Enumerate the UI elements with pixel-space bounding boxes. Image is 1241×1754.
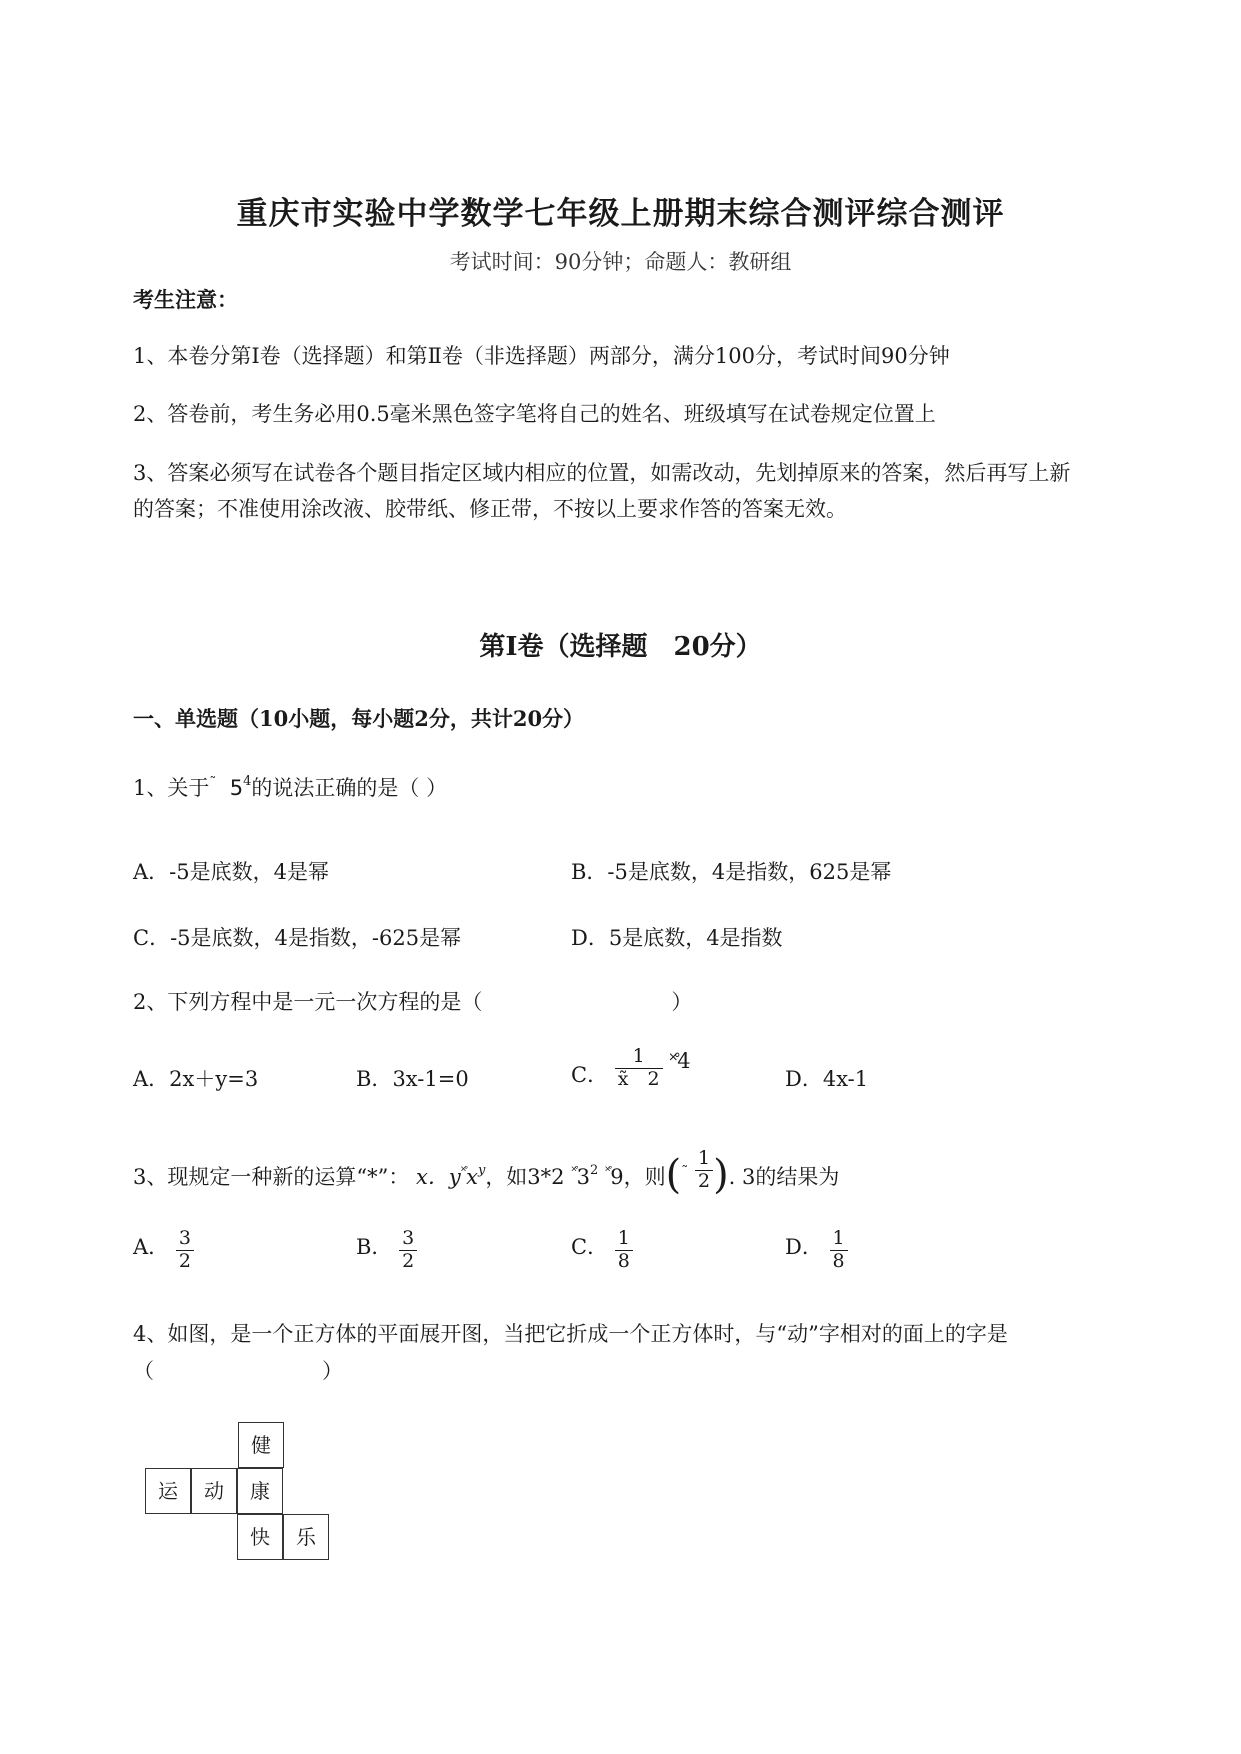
q3-expr1-sup: y: [477, 1163, 486, 1178]
q3-option-a-denominator: 2: [178, 1249, 191, 1272]
cube-face-le: 乐: [283, 1514, 329, 1560]
q2-option-c-fraction: [615, 1046, 663, 1091]
q3-mid-tail: 9，则: [610, 1165, 666, 1189]
q3-tilde: ˜: [681, 1164, 689, 1180]
q1-tilde: ˜: [209, 775, 217, 791]
q1-base: 5: [229, 776, 244, 800]
q3-expr1-tail: x: [466, 1165, 478, 1189]
q1-option-a: A．-5是底数，4是幂: [133, 860, 329, 884]
q3-mid: ，如3*2: [485, 1165, 565, 1189]
notice-item-2: 2、答卷前，考生务必用0.5毫米黑色签字笔将自己的姓名、班级填写在试卷规定位置上: [133, 402, 936, 426]
q2-option-d-expr: 4x-1: [822, 1067, 869, 1091]
q3-option-c-denominator: 8: [617, 1249, 630, 1272]
q3-option-a-numerator: 3: [176, 1228, 194, 1251]
q3-option-a-fraction: [176, 1228, 194, 1273]
q2-option-a-label: A．: [133, 1067, 170, 1091]
q2-option-c: [571, 1046, 691, 1091]
q3-left-paren: (: [665, 1152, 682, 1198]
q3-mid-sym2: ˟̊: [604, 1164, 611, 1180]
q2-option-c-numerator: 1: [615, 1046, 663, 1069]
cube-face-dong: 动: [191, 1468, 237, 1514]
q2-option-b-expr: 3x-1=0: [392, 1067, 469, 1091]
question-4-paren: （ ）: [133, 1359, 343, 1383]
q3-expr1-sym: ˟̊: [460, 1164, 467, 1180]
q3-option-c: [571, 1228, 633, 1273]
cube-face-kuai: 快: [237, 1514, 283, 1560]
question-4: 4、如图，是一个正方体的平面展开图，当把它折成一个正方体时，与“动”字相对的面上的字是: [133, 1322, 1008, 1346]
q3-fraction-denominator: 2: [697, 1170, 711, 1192]
notice-item-3-cont: 的答案；不准使用涂改液、胶带纸、修正带，不按以上要求作答的答案无效。: [133, 497, 847, 521]
section-title: 第I卷（选择题 20分）: [479, 632, 762, 662]
q3-prefix: 3、现规定一种新的运算“*”：: [133, 1165, 410, 1189]
q2-option-d: [785, 1063, 868, 1093]
q3-option-d: [785, 1228, 848, 1273]
page-title: 重庆市实验中学数学七年级上册期末综合测评综合测评: [236, 196, 1005, 232]
q2-option-c-label: C．: [571, 1062, 609, 1087]
q3-option-c-numerator: 1: [615, 1228, 633, 1251]
q3-right-paren: ): [713, 1152, 729, 1198]
q3-option-c-label: C．: [571, 1234, 609, 1259]
q3-option-d-label: D．: [785, 1234, 823, 1259]
q1-option-d: D．5是底数，4是指数: [571, 926, 783, 950]
q2-option-a-expr: 2x＋y=3: [169, 1067, 259, 1091]
q3-option-d-denominator: 8: [832, 1249, 845, 1272]
q1-exponent: 4: [243, 774, 252, 789]
q3-option-a-label: A．: [133, 1234, 170, 1259]
question-1: [133, 772, 447, 802]
q3-option-b-label: B．: [356, 1234, 393, 1259]
q2-option-c-tail: ˟̊4: [669, 1048, 691, 1073]
q2-option-b-label: B．: [356, 1067, 393, 1091]
q2-option-c-denominator: x̃ 2: [617, 1067, 660, 1090]
q1-prefix: 1、关于: [133, 776, 210, 800]
q3-mid-val: 3: [576, 1165, 590, 1189]
q3-option-b-denominator: 2: [402, 1249, 415, 1272]
q1-option-b: B．-5是底数，4是指数，625是幂: [571, 860, 892, 884]
q3-mid-sym: ˟̊: [571, 1164, 577, 1180]
q2-option-b: [356, 1063, 469, 1093]
question-3: 3、现规定一种新的运算“*”： x．$y^{˟̊}x^y$，如3*2 $^{˟̊}3^2$ ˟̊9，则(˜ $\frac{1}{2}$ ). 3的结果为: [133, 1147, 840, 1198]
notice-item-3: 3、答案必须写在试卷各个题目指定区域内相应的位置，如需改动，先划掉原来的答案，然后再写上新: [133, 461, 1071, 485]
q2-option-d-label: D．: [785, 1067, 823, 1091]
notice-heading: 考生注意：: [133, 287, 238, 312]
q3-option-b-numerator: 3: [399, 1228, 417, 1251]
q2-option-a: [133, 1063, 258, 1093]
notice-item-1: 1、本卷分第I卷（选择题）和第Ⅱ卷（非选择题）两部分，满分100分，考试时间90分钟: [133, 344, 950, 368]
q1-option-c: C．-5是底数，4是指数，-625是幂: [133, 926, 462, 950]
q3-mid-sup: 2: [589, 1163, 599, 1178]
q3-fraction-numerator: 1: [695, 1148, 713, 1171]
q3-option-a: [133, 1228, 194, 1273]
q3-fraction: [695, 1148, 713, 1193]
q3-option-b-fraction: [399, 1228, 417, 1273]
q3-option-c-fraction: [615, 1228, 633, 1273]
q3-option-b: [356, 1228, 417, 1273]
cube-face-kang: 康: [237, 1468, 283, 1514]
q3-option-d-fraction: [830, 1228, 848, 1273]
cube-face-jian: 健: [238, 1422, 284, 1468]
part-heading: 一、单选题（10小题，每小题2分，共计20分）: [133, 706, 585, 731]
cube-net-figure: [145, 1422, 335, 1562]
q1-suffix: 的说法正确的是（ ）: [251, 776, 448, 800]
q3-option-d-numerator: 1: [830, 1228, 848, 1251]
exam-info: 考试时间：90分钟；命题人：教研组: [449, 250, 792, 274]
q3-tail: 3的结果为: [742, 1165, 840, 1189]
q3-expr1: x．y: [416, 1165, 461, 1189]
cube-face-yun: 运: [145, 1468, 191, 1514]
question-2: 2、下列方程中是一元一次方程的是（ ）: [133, 990, 693, 1014]
